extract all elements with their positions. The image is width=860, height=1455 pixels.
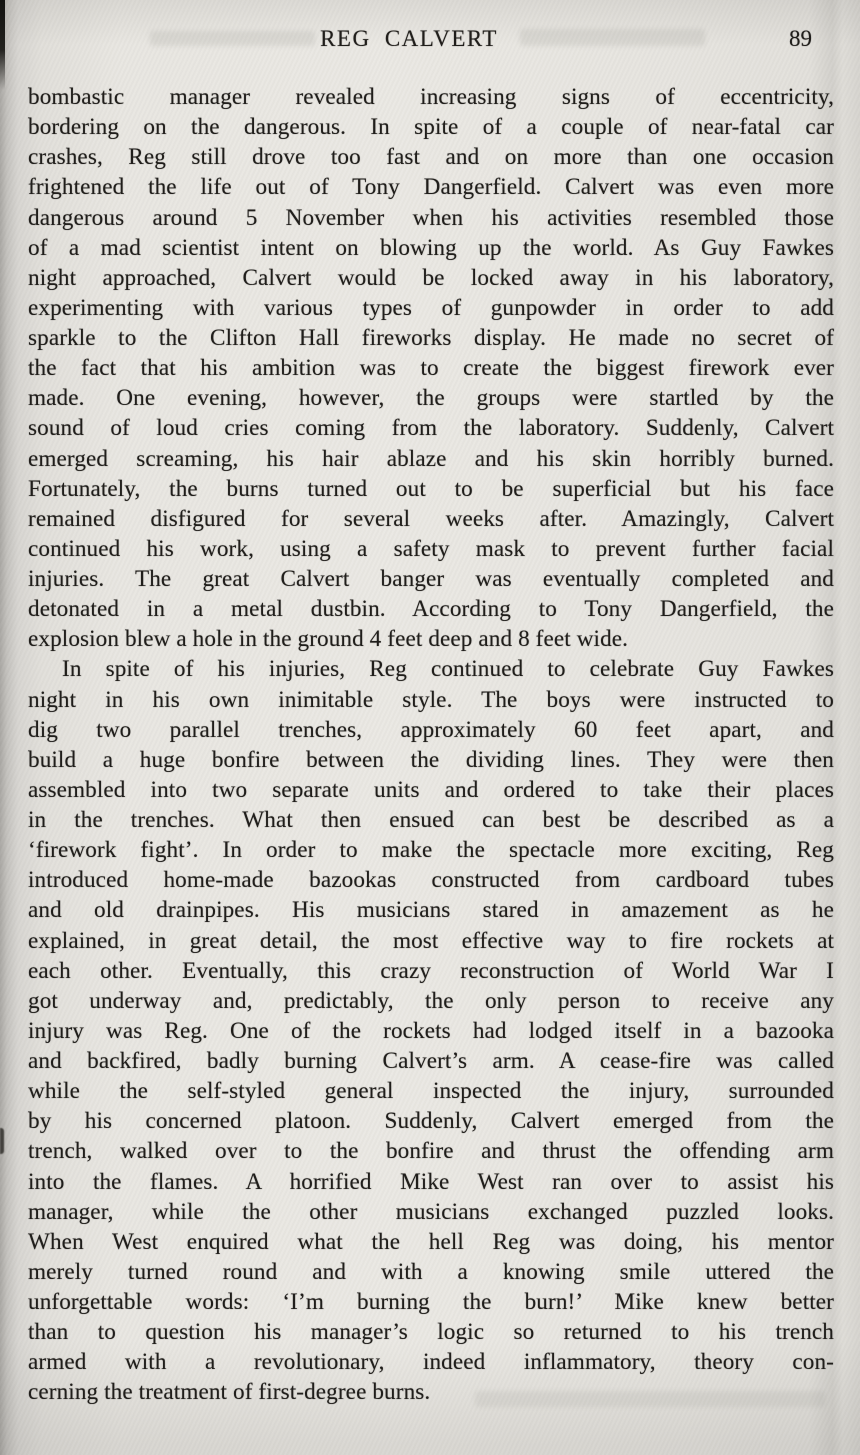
text-line: explosion blew a hole in the ground 4 feet deep and 8 feet wide. bbox=[28, 626, 629, 653]
scan-edge-nick-artifact bbox=[0, 1128, 4, 1154]
text-line: manager, while the other musicians exchanged puzzled looks. bbox=[28, 1198, 834, 1225]
text-line: crashes, Reg still drove too fast and on more than one occasion bbox=[28, 144, 834, 171]
text-line: and old drainpipes. His musicians stared in amazement as he bbox=[28, 897, 834, 924]
text-line: made. One evening, however, the groups were startled by the bbox=[28, 385, 834, 412]
text-line: In spite of his injuries, Reg continued to celebrate Guy Fawkes bbox=[62, 656, 834, 683]
text-line: cerning the treatment of first-degree burns. bbox=[28, 1379, 431, 1406]
text-line: dangerous around 5 November when his activities resembled those bbox=[28, 204, 834, 231]
text-line: emerged screaming, his hair ablaze and his skin horribly burned. bbox=[28, 445, 834, 472]
paragraph bbox=[28, 82, 834, 654]
text-line: remained disfigured for several weeks after. Amazingly, Calvert bbox=[28, 505, 834, 532]
page-header bbox=[28, 26, 834, 58]
text-line: got underway and, predictably, the only person to receive any bbox=[28, 987, 834, 1014]
paragraph bbox=[28, 654, 834, 1407]
text-line: night in his own inimitable style. The boys were instructed to bbox=[28, 686, 834, 713]
text-line: each other. Eventually, this crazy reconstruction of World War I bbox=[28, 957, 834, 984]
text-line: injury was Reg. One of the rockets had lodged itself in a bazooka bbox=[28, 1017, 834, 1044]
text-line: bombastic manager revealed increasing signs of eccentricity, bbox=[28, 84, 834, 110]
text-line: into the flames. A horrified Mike West ran over to assist his bbox=[28, 1168, 834, 1195]
text-line: armed with a revolutionary, indeed inflammatory, theory con- bbox=[28, 1349, 834, 1376]
text-line: detonated in a metal dustbin. According to Tony Dangerfield, the bbox=[28, 596, 834, 623]
text-line: in the trenches. What then ensued can best be described as a bbox=[28, 807, 834, 833]
text-line: Fortunately, the burns turned out to be superficial but his face bbox=[28, 475, 834, 502]
text-line: the fact that his ambition was to create the biggest firework ever bbox=[28, 355, 834, 382]
scan-edge-artifact bbox=[0, 0, 5, 90]
text-line: continued his work, using a safety mask to prevent further facial bbox=[28, 535, 834, 562]
text-line: assembled into two separate units and ordered to take their places bbox=[28, 776, 834, 803]
text-line: When West enquired what the hell Reg was doing, his mentor bbox=[28, 1228, 834, 1255]
page-number: 89 bbox=[789, 26, 812, 51]
text-line: dig two parallel trenches, approximately 60 feet apart, and bbox=[28, 716, 834, 743]
text-line: explained, in great detail, the most effective way to fire rockets at bbox=[28, 927, 834, 954]
text-line: experimenting with various types of gunpowder in order to add bbox=[28, 294, 834, 321]
text-line: merely turned round and with a knowing smile uttered the bbox=[28, 1258, 834, 1285]
running-head-title: REG CALVERT bbox=[320, 26, 498, 51]
text-line: while the self-styled general inspected the injury, surrounded bbox=[28, 1078, 834, 1105]
text-line: sparkle to the Clifton Hall fireworks display. He made no secret of bbox=[28, 325, 834, 351]
text-line: ‘firework fight’. In order to make the spectacle more exciting, Reg bbox=[28, 837, 834, 864]
text-line: unforgettable words: ‘I’m burning the burn!’ Mike knew better bbox=[28, 1289, 834, 1315]
text-line: of a mad scientist intent on blowing up the world. As Guy Fawkes bbox=[28, 234, 834, 261]
text-line: build a huge bonfire between the dividing lines. They were then bbox=[28, 746, 834, 773]
text-line: frightened the life out of Tony Dangerfield. Calvert was even more bbox=[28, 174, 834, 201]
text-line: night approached, Calvert would be locked away in his laboratory, bbox=[28, 264, 834, 291]
text-line: than to question his manager’s logic so returned to his trench bbox=[28, 1319, 834, 1346]
text-line: and backfired, badly burning Calvert’s arm. A cease-fire was called bbox=[28, 1048, 834, 1074]
text-line: trench, walked over to the bonfire and thrust the offending arm bbox=[28, 1138, 834, 1165]
text-line: bordering on the dangerous. In spite of a couple of near-fatal car bbox=[28, 114, 834, 141]
text-line: by his concerned platoon. Suddenly, Calvert emerged from the bbox=[28, 1108, 834, 1135]
text-line: introduced home-made bazookas constructed from cardboard tubes bbox=[28, 867, 834, 894]
text-line: injuries. The great Calvert banger was eventually completed and bbox=[28, 566, 834, 592]
page-body bbox=[28, 82, 834, 1408]
text-line: sound of loud cries coming from the laboratory. Suddenly, Calvert bbox=[28, 415, 834, 442]
